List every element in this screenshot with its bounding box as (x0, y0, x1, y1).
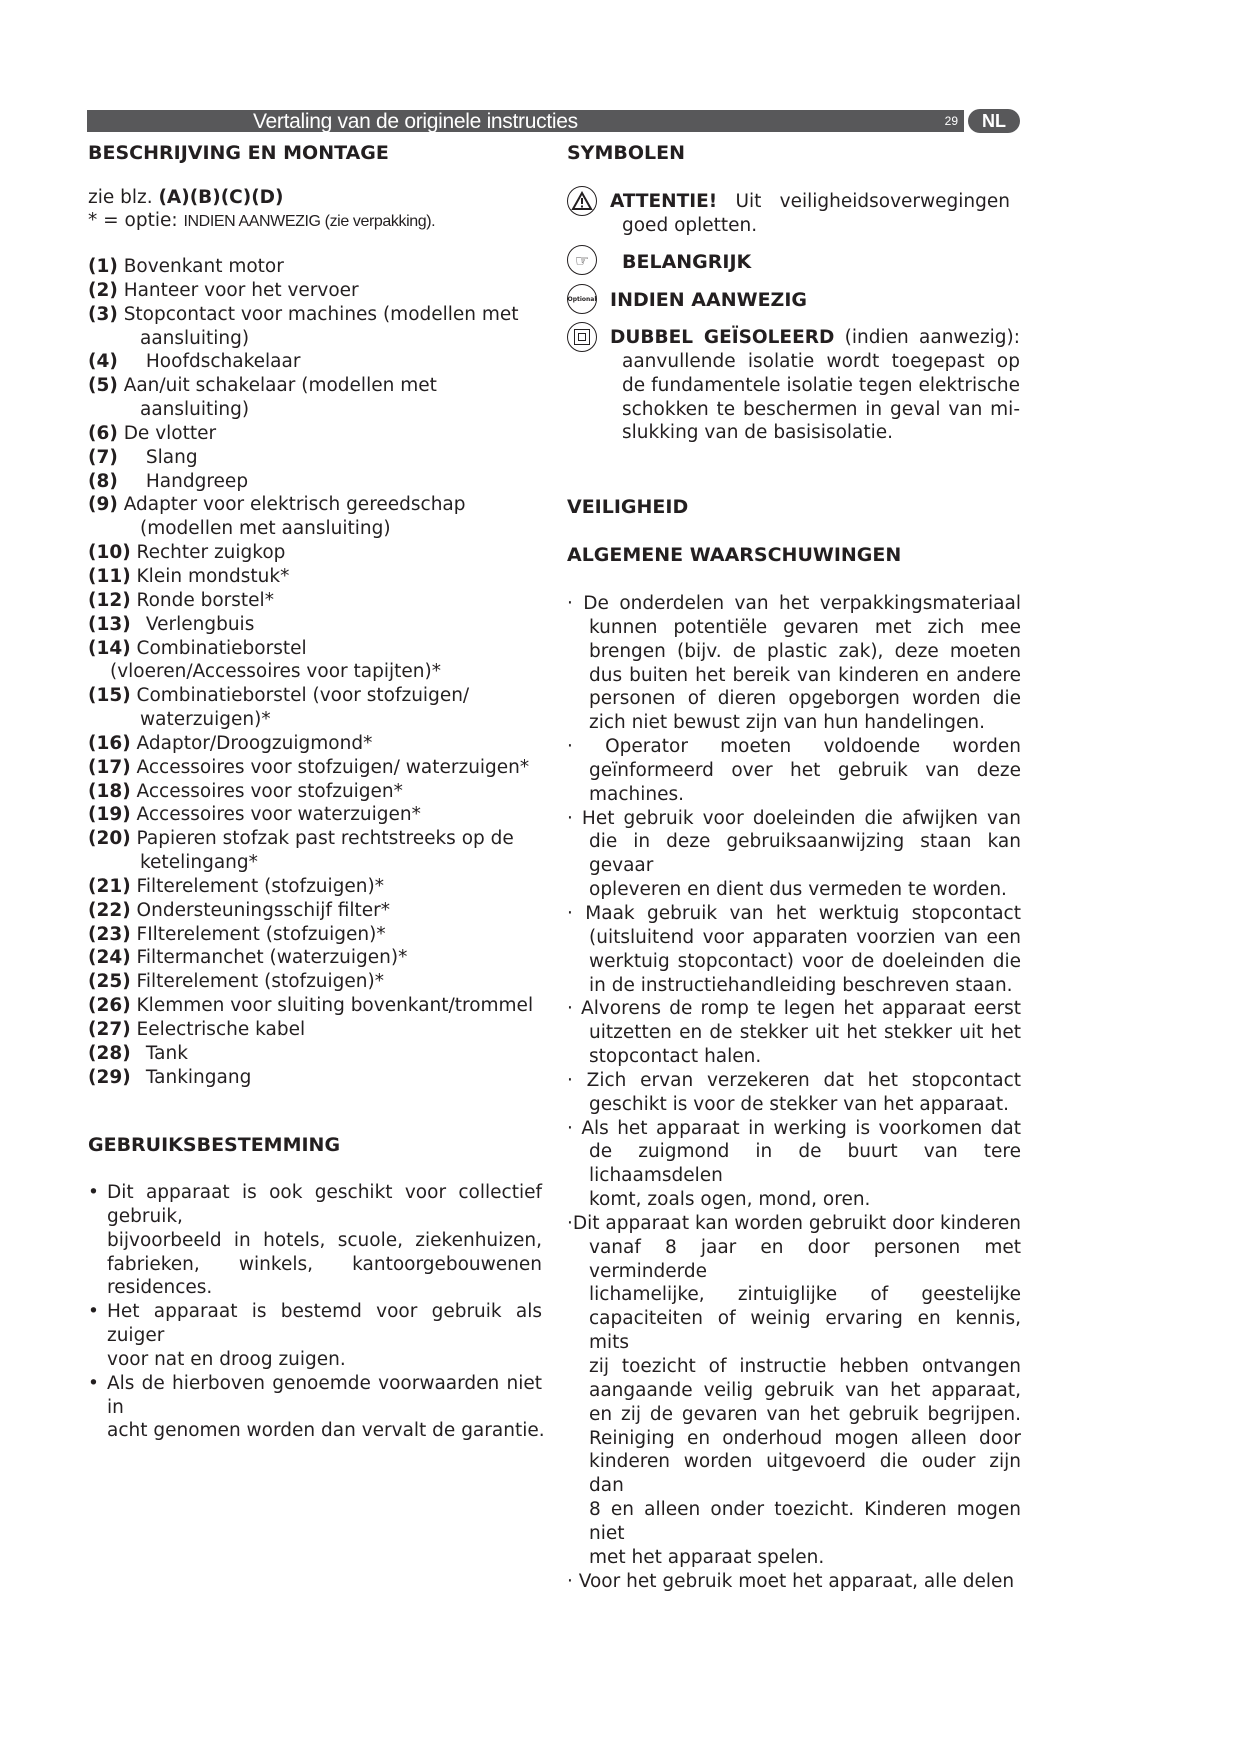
item-number: (7) (88, 446, 118, 468)
list-item (88, 946, 548, 970)
bullet-line: · Operator moeten voldoende worden (567, 736, 1021, 758)
item-text: Adaptor/Droogzuigmond* (136, 732, 373, 754)
list-item (88, 565, 548, 589)
header-bar (87, 110, 964, 132)
bullet-item (88, 1372, 545, 1444)
list-item (88, 923, 548, 947)
bullet-line: bijvoorbeeld in hotels, scuole, ziekenhuizen, (107, 1229, 542, 1251)
list-item-line: waterzuigen)* (140, 709, 271, 731)
item-text: Aan/uit schakelaar (modellen met (123, 375, 437, 397)
list-item-line (88, 803, 548, 827)
item-text: Filterelement (stofzuigen)* (136, 971, 384, 993)
section-heading-description: BESCHRIJVING EN MONTAGE (88, 142, 389, 164)
list-item-line (88, 899, 548, 923)
item-text: Stopcontact voor machines (modellen met (123, 303, 519, 325)
item-text: Hanteer voor het vervoer (123, 279, 359, 301)
list-item (88, 374, 548, 422)
bullet-line: zich niet bewust zijn van hun handelingen. (589, 712, 985, 734)
item-text: Combinatieborstel (136, 637, 307, 659)
bullet-line: opleveren en dient dus vermeden te worden. (589, 879, 1007, 901)
list-item (88, 970, 548, 994)
list-item-line (88, 875, 548, 899)
item-number: (10) (88, 542, 131, 564)
item-text: Tankingang (145, 1066, 252, 1088)
item-text: Tank (145, 1042, 188, 1064)
double-insulation-icon (567, 322, 597, 352)
list-item (88, 493, 548, 541)
item-number: (1) (88, 256, 118, 277)
bullet-line: · Als het apparaat in werking is voorkomen dat (567, 1117, 1021, 1139)
list-item-line: aansluiting) (140, 399, 250, 421)
list-item-line (88, 303, 548, 327)
item-text: Ronde borstel* (136, 589, 274, 611)
list-item (88, 303, 548, 351)
list-item-line (88, 589, 548, 613)
item-text: Hoofdschakelaar (145, 351, 301, 373)
list-item-line (88, 1066, 548, 1090)
double-text: (indien aanwezig): (844, 327, 1020, 348)
list-item-line (88, 732, 548, 756)
item-text: FIlterelement (stofzuigen)* (136, 923, 386, 945)
item-text: Accessoires voor stofzuigen* (136, 780, 403, 802)
item-text: Accessoires voor stofzuigen/ waterzuigen* (136, 756, 530, 778)
bullet-line: · Alvorens de romp te legen het apparaat eerst (567, 998, 1021, 1020)
bullet-line: capaciteiten of weinig ervaring en kennis, mits (589, 1308, 1021, 1354)
bullet-line: • Dit apparaat is ook geschikt voor collectief gebruik, (88, 1181, 542, 1229)
list-item (88, 589, 548, 613)
bullet-line: (uitsluitend voor apparaten voorzien van een (589, 926, 1021, 948)
item-text: Klemmen voor sluiting bovenkant/trommel (136, 995, 534, 1017)
item-text: Eelectrische kabel (136, 1019, 306, 1040)
bullet-line: uitzetten en de stekker uit het stekker uit het (589, 1022, 1021, 1044)
list-item-line (88, 541, 548, 565)
parts-list (88, 255, 548, 1090)
section-heading-symbols: SYMBOLEN (567, 142, 685, 164)
item-text: Combinatieborstel (voor stofzuigen/ (136, 685, 470, 707)
optional-icon (567, 284, 597, 314)
bullet-line: personen of dieren opgeborgen worden die (589, 688, 1021, 710)
list-item (88, 1042, 548, 1066)
item-number: (2) (88, 279, 118, 301)
item-text: Filterelement (stofzuigen)* (136, 875, 384, 897)
list-item (88, 541, 548, 565)
list-item (88, 279, 548, 303)
bullet-item (567, 735, 1021, 807)
bullet-line: stopcontact halen. (589, 1046, 762, 1068)
bullet-item (567, 807, 1021, 902)
page-number: 29 (944, 114, 958, 128)
bullet-line: • Het apparaat is bestemd voor gebruik als zuiger (88, 1300, 542, 1348)
list-item-line: aansluiting) (140, 327, 250, 349)
item-number: (9) (88, 494, 118, 516)
bullet-item (567, 1117, 1021, 1212)
list-item (88, 803, 548, 827)
item-number: (8) (88, 470, 118, 492)
bullet-line: en zij de gevaren van het gebruik begrijpen. (589, 1403, 1021, 1425)
item-number: (6) (88, 422, 118, 444)
item-number: (27) (88, 1019, 131, 1040)
header-title: Vertaling van de originele instructies (253, 110, 578, 133)
attention-text: Uit veiligheidsoverwegingen (735, 191, 1010, 212)
item-text: Filtermanchet (waterzuigen)* (136, 947, 408, 969)
bullet-line: kunnen potentiële gevaren met zich mee (589, 616, 1021, 638)
intended-use-list (88, 1181, 545, 1443)
symbol-attention (567, 186, 1010, 234)
list-item (88, 875, 548, 899)
item-number: (28) (88, 1042, 131, 1064)
item-number: (16) (88, 732, 131, 754)
list-item-line (88, 422, 548, 446)
item-number: (19) (88, 804, 131, 826)
bullet-line: 8 en alleen onder toezicht. Kinderen mogen niet (589, 1499, 1021, 1544)
item-number: (18) (88, 780, 131, 802)
list-item-line (88, 350, 548, 374)
item-text: Accessoires voor waterzuigen* (136, 804, 421, 826)
list-item (88, 255, 548, 279)
optional-label: INDIEN AANWEZIG (610, 289, 807, 311)
list-item-line (88, 1018, 548, 1042)
item-number: (26) (88, 995, 131, 1017)
item-number: (14) (88, 637, 131, 659)
optional-icon-text: Optional (567, 295, 597, 303)
item-number: (17) (88, 756, 131, 778)
item-number: (3) (88, 303, 118, 325)
attention-text-cont: goed opletten. (622, 214, 758, 236)
important-label: BELANGRIJK (622, 251, 752, 273)
list-item (88, 732, 548, 756)
list-item-line (88, 637, 548, 661)
list-item-line (88, 279, 548, 303)
list-item-line (88, 446, 548, 470)
list-item (88, 350, 548, 374)
see-refs: (A)(B)(C)(D) (158, 187, 284, 208)
bullet-item (567, 592, 1021, 735)
bullet-line: voor nat en droog zuigen. (107, 1348, 346, 1370)
double-text-line: slukking van de basisisolatie. (622, 422, 894, 444)
list-item-line (88, 613, 548, 637)
item-text: Adapter voor elektrisch gereedschap (123, 494, 466, 516)
bullet-line: acht genomen worden dan vervalt de garantie. (107, 1420, 545, 1442)
symbol-double-insulated (567, 322, 1020, 444)
bullet-line: geïnformeerd over het gebruik van deze (589, 759, 1021, 781)
bullet-item (567, 1212, 1021, 1570)
item-number: (13) (88, 613, 131, 635)
item-text: Ondersteuningsschijf filter* (136, 899, 391, 921)
bullet-line: lichamelijke, zintuiglijke of geestelijke (589, 1284, 1021, 1306)
list-item (88, 684, 548, 732)
list-item-line (88, 756, 548, 780)
item-text: Handgreep (145, 470, 249, 492)
bullet-line: • Als de hierboven genoemde voorwaarden niet in (88, 1372, 542, 1420)
see-prefix: zie blz. (88, 187, 159, 208)
item-text: Rechter zuigkop (136, 542, 286, 564)
warnings-list (567, 592, 1021, 1593)
list-item (88, 994, 548, 1018)
bullet-item (88, 1300, 542, 1372)
list-item-line (88, 994, 548, 1018)
item-number: (22) (88, 899, 131, 921)
section-heading-general-warnings: ALGEMENE WAARSCHUWINGEN (567, 544, 902, 566)
list-item-line (88, 946, 548, 970)
attention-label: ATTENTIE! (610, 191, 718, 212)
attention-line (610, 190, 1010, 214)
bullet-item (567, 997, 1021, 1069)
option-prefix: * = optie: (88, 210, 184, 231)
bullet-line: aangaande veilig gebruik van het apparaat, (589, 1379, 1021, 1401)
list-item-line (88, 1042, 548, 1066)
warning-triangle-icon (567, 186, 597, 216)
list-item (88, 1018, 548, 1042)
item-text: Slang (145, 446, 198, 468)
bullet-line: · Zich ervan verzekeren dat het stopcontact (567, 1069, 1021, 1091)
double-text-line: aanvullende isolatie wordt toegepast op (622, 350, 1020, 372)
double-label: DUBBEL GEÏSOLEERD (610, 327, 835, 348)
list-item-line (88, 970, 548, 994)
double-line (610, 326, 1020, 350)
pointing-hand-icon: ☞ (567, 245, 597, 275)
list-item-line (88, 255, 548, 279)
item-number: (24) (88, 947, 131, 969)
bullet-line: de zuigmond in de buurt van tere lichaamsdelen (589, 1141, 1021, 1187)
list-item-line: (vloeren/Accessoires voor tapijten)* (110, 661, 441, 683)
list-item (88, 637, 548, 685)
see-pages (88, 186, 283, 210)
bullet-line: · Maak gebruik van het werktuig stopcontact (567, 902, 1021, 924)
bullet-line: in de instructiehandleiding beschreven staan. (589, 974, 1013, 996)
list-item (88, 470, 548, 494)
bullet-line: · De onderdelen van het verpakkingsmateriaal (567, 593, 1021, 614)
item-number: (11) (88, 565, 131, 587)
list-item-line: (modellen met aansluiting) (140, 518, 391, 540)
bullet-line: fabrieken, winkels, kantoorgebouwenen (107, 1253, 542, 1275)
double-text-line: de fundamentele isolatie tegen elektrische (622, 374, 1020, 396)
list-item (88, 422, 548, 446)
bullet-line: residences. (107, 1277, 213, 1299)
bullet-line: Reiniging en onderhoud mogen alleen door (589, 1427, 1021, 1449)
bullet-line: komt, zoals ogen, mond, oren. (589, 1189, 871, 1211)
item-text: Verlengbuis (145, 613, 255, 635)
bullet-line: machines. (589, 783, 685, 805)
bullet-line: brengen (bijv. de plastic zak), deze moeten (589, 640, 1021, 662)
list-item (88, 780, 548, 804)
option-text: INDIEN AANWEZIG (zie verpakking). (183, 213, 436, 230)
bullet-line: · Het gebruik voor doeleinden die afwijken van (567, 807, 1021, 829)
bullet-item (567, 1570, 1021, 1594)
item-number: (29) (88, 1066, 131, 1088)
bullet-line: zij toezicht of instructie hebben ontvangen (589, 1356, 1021, 1377)
list-item (88, 899, 548, 923)
item-number: (15) (88, 685, 131, 707)
bullet-line: kinderen worden uitgevoerd die ouder zijn dan (589, 1451, 1021, 1497)
list-item-line (88, 493, 548, 517)
bullet-line: die in deze gebruiksaanwijzing staan kan gevaar (589, 831, 1021, 877)
bullet-line: · Voor het gebruik moet het apparaat, alle delen (567, 1570, 1015, 1592)
section-heading-intended-use: GEBRUIKSBESTEMMING (88, 1134, 341, 1156)
bullet-line: vanaf 8 jaar en door personen met verminderde (589, 1236, 1021, 1282)
item-number: (25) (88, 971, 131, 993)
language-badge: NL (968, 109, 1020, 133)
option-note (88, 209, 435, 234)
bullet-line: ·Dit apparaat kan worden gebruikt door kinderen (567, 1212, 1021, 1234)
list-item-line (88, 923, 548, 947)
item-number: (20) (88, 828, 131, 850)
item-number: (23) (88, 923, 131, 945)
list-item-line (88, 684, 548, 708)
item-number: (21) (88, 875, 131, 897)
list-item-line (88, 470, 548, 494)
list-item-line (88, 374, 548, 398)
item-number: (4) (88, 351, 118, 373)
bullet-item (88, 1181, 542, 1300)
list-item (88, 446, 548, 470)
section-heading-safety: VEILIGHEID (567, 496, 689, 518)
bullet-item (567, 1069, 1021, 1117)
list-item-line (88, 827, 548, 851)
bullet-item (567, 902, 1021, 997)
item-text: Papieren stofzak past rechtstreeks op de (136, 828, 514, 850)
item-text: De vlotter (123, 422, 217, 444)
item-number: (5) (88, 375, 118, 397)
list-item (88, 1066, 548, 1090)
list-item-line (88, 780, 548, 804)
bullet-line: geschikt is voor de stekker van het apparaat. (589, 1093, 1009, 1115)
list-item (88, 756, 548, 780)
list-item (88, 613, 548, 637)
list-item (88, 827, 548, 875)
bullet-line: werktuig stopcontact) voor de doeleinden die (589, 950, 1021, 972)
item-text: Bovenkant motor (123, 256, 284, 277)
item-text: Klein mondstuk* (136, 565, 290, 587)
item-number: (12) (88, 589, 131, 611)
bullet-line: dus buiten het bereik van kinderen en andere (589, 664, 1021, 686)
bullet-line: met het apparaat spelen. (589, 1546, 825, 1568)
double-text-line: schokken te beschermen in geval van mi- (622, 398, 1020, 420)
list-item-line: ketelingang* (140, 852, 258, 874)
list-item-line (88, 565, 548, 589)
